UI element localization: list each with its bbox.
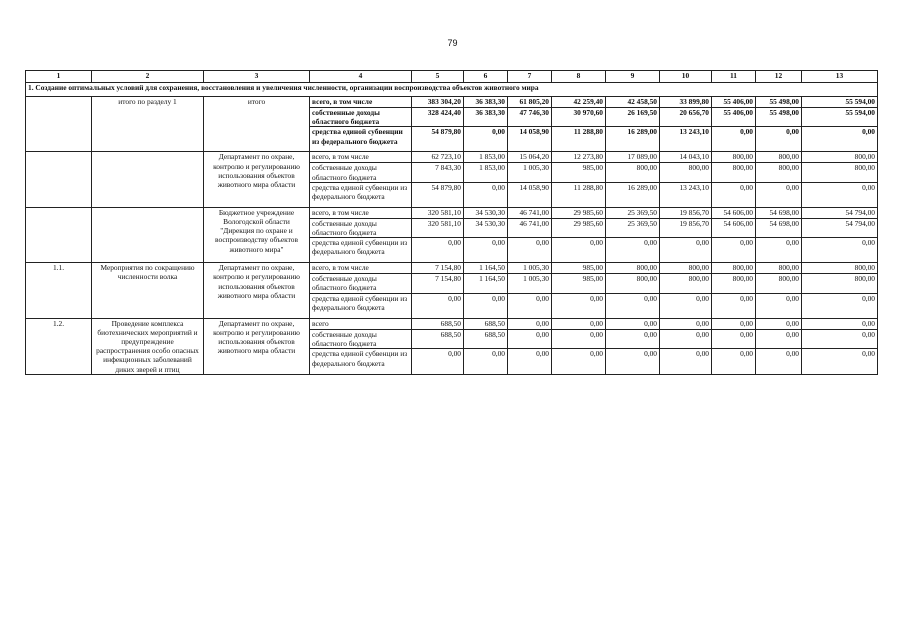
amount-cell: 46 741,00 xyxy=(508,207,552,218)
amount-cell: 800,00 xyxy=(712,274,756,293)
amount-cell: 0,00 xyxy=(712,293,756,318)
funding-source-cell: собственные доходы областного бюджета xyxy=(310,274,412,293)
amount-cell: 0,00 xyxy=(712,238,756,263)
amount-cell: 11 288,80 xyxy=(552,127,606,152)
amount-cell: 0,00 xyxy=(552,293,606,318)
amount-cell: 0,00 xyxy=(802,293,878,318)
amount-cell: 800,00 xyxy=(802,274,878,293)
amount-cell: 55 406,00 xyxy=(712,108,756,127)
amount-cell: 0,00 xyxy=(712,182,756,207)
funding-source-cell: собственные доходы областного бюджета xyxy=(310,163,412,182)
amount-cell: 0,00 xyxy=(802,182,878,207)
amount-cell: 34 530,30 xyxy=(464,218,508,237)
amount-cell: 0,00 xyxy=(508,238,552,263)
amount-cell: 0,00 xyxy=(802,349,878,374)
amount-cell: 0,00 xyxy=(756,349,802,374)
amount-cell: 0,00 xyxy=(412,238,464,263)
amount-cell: 0,00 xyxy=(606,349,660,374)
amount-cell: 1 853,00 xyxy=(464,163,508,182)
event-name-cell: Проведение комплекса биотехнических мероприятий и предупреждение распространения особо опасных инфекционных заболеваний диких зверей и птиц xyxy=(92,318,204,374)
amount-cell: 0,00 xyxy=(756,329,802,349)
amount-cell: 0,00 xyxy=(660,293,712,318)
funding-source-cell: всего, в том числе xyxy=(310,263,412,274)
amount-cell: 12 273,80 xyxy=(552,152,606,163)
budget-table xyxy=(25,70,878,375)
event-name-cell xyxy=(92,152,204,207)
amount-cell: 42 458,50 xyxy=(606,97,660,108)
amount-cell: 0,00 xyxy=(606,293,660,318)
executor-cell: Департамент по охране, контролю и регулированию использования объектов животного мира области xyxy=(204,318,310,374)
funding-source-cell: средства единой субвенции из федерального бюджета xyxy=(310,182,412,207)
row-number-cell xyxy=(26,152,92,207)
funding-source-cell: средства единой субвенции из федерального бюджета xyxy=(310,349,412,374)
amount-cell: 7 843,30 xyxy=(412,163,464,182)
amount-cell: 19 856,70 xyxy=(660,218,712,237)
amount-cell: 62 723,10 xyxy=(412,152,464,163)
amount-cell: 0,00 xyxy=(606,318,660,329)
amount-cell: 0,00 xyxy=(508,349,552,374)
table-row xyxy=(26,97,878,108)
amount-cell: 54 606,00 xyxy=(712,218,756,237)
event-name-cell: итого по разделу 1 xyxy=(92,97,204,152)
amount-cell: 0,00 xyxy=(660,318,712,329)
amount-cell: 15 064,20 xyxy=(508,152,552,163)
amount-cell: 383 304,20 xyxy=(412,97,464,108)
amount-cell: 54 879,80 xyxy=(412,127,464,152)
amount-cell: 800,00 xyxy=(712,163,756,182)
amount-cell: 29 985,60 xyxy=(552,207,606,218)
amount-cell: 42 259,40 xyxy=(552,97,606,108)
amount-cell: 0,00 xyxy=(464,182,508,207)
amount-cell: 16 289,00 xyxy=(606,127,660,152)
amount-cell: 1 164,50 xyxy=(464,263,508,274)
table-row xyxy=(26,152,878,163)
amount-cell: 1 005,30 xyxy=(508,263,552,274)
event-name-cell: Мероприятия по сокращению численности волка xyxy=(92,263,204,318)
amount-cell: 0,00 xyxy=(552,238,606,263)
column-number: 12 xyxy=(756,71,802,83)
amount-cell: 36 383,30 xyxy=(464,108,508,127)
amount-cell: 14 043,10 xyxy=(660,152,712,163)
amount-cell: 29 985,60 xyxy=(552,218,606,237)
column-number: 5 xyxy=(412,71,464,83)
amount-cell: 36 383,30 xyxy=(464,97,508,108)
amount-cell: 800,00 xyxy=(712,263,756,274)
amount-cell: 13 243,10 xyxy=(660,127,712,152)
amount-cell: 1 005,30 xyxy=(508,163,552,182)
amount-cell: 0,00 xyxy=(712,127,756,152)
amount-cell: 20 656,70 xyxy=(660,108,712,127)
column-number: 8 xyxy=(552,71,606,83)
amount-cell: 0,00 xyxy=(756,293,802,318)
amount-cell: 985,00 xyxy=(552,163,606,182)
amount-cell: 0,00 xyxy=(802,329,878,349)
amount-cell: 800,00 xyxy=(802,152,878,163)
amount-cell: 328 424,40 xyxy=(412,108,464,127)
amount-cell: 0,00 xyxy=(508,293,552,318)
amount-cell: 800,00 xyxy=(606,163,660,182)
amount-cell: 54 606,00 xyxy=(712,207,756,218)
funding-source-cell: средства единой субвенции из федерального бюджета xyxy=(310,127,412,152)
amount-cell: 0,00 xyxy=(756,127,802,152)
amount-cell: 0,00 xyxy=(712,349,756,374)
column-number: 11 xyxy=(712,71,756,83)
amount-cell: 0,00 xyxy=(552,349,606,374)
amount-cell: 800,00 xyxy=(756,152,802,163)
funding-source-cell: собственные доходы областного бюджета xyxy=(310,218,412,237)
amount-cell: 0,00 xyxy=(660,349,712,374)
funding-source-cell: собственные доходы областного бюджета xyxy=(310,329,412,349)
amount-cell: 1 164,50 xyxy=(464,274,508,293)
column-number: 3 xyxy=(204,71,310,83)
amount-cell: 0,00 xyxy=(552,329,606,349)
amount-cell: 0,00 xyxy=(508,318,552,329)
row-number-cell: 1.1. xyxy=(26,263,92,318)
amount-cell: 55 498,00 xyxy=(756,97,802,108)
table-row xyxy=(26,263,878,274)
amount-cell: 0,00 xyxy=(660,238,712,263)
funding-source-cell: средства единой субвенции из федерального бюджета xyxy=(310,293,412,318)
amount-cell: 46 741,00 xyxy=(508,218,552,237)
amount-cell: 7 154,80 xyxy=(412,274,464,293)
amount-cell: 54 698,00 xyxy=(756,207,802,218)
amount-cell: 54 794,00 xyxy=(802,218,878,237)
amount-cell: 0,00 xyxy=(802,238,878,263)
section-title-row xyxy=(26,83,878,97)
amount-cell: 55 406,00 xyxy=(712,97,756,108)
amount-cell: 0,00 xyxy=(606,238,660,263)
column-number: 6 xyxy=(464,71,508,83)
amount-cell: 0,00 xyxy=(802,318,878,329)
amount-cell: 688,50 xyxy=(464,329,508,349)
amount-cell: 7 154,80 xyxy=(412,263,464,274)
funding-source-cell: всего, в том числе xyxy=(310,207,412,218)
table-row xyxy=(26,318,878,329)
amount-cell: 800,00 xyxy=(660,263,712,274)
funding-source-cell: всего, в том числе xyxy=(310,97,412,108)
amount-cell: 320 581,10 xyxy=(412,218,464,237)
amount-cell: 0,00 xyxy=(802,127,878,152)
amount-cell: 55 594,00 xyxy=(802,97,878,108)
column-number: 13 xyxy=(802,71,878,83)
amount-cell: 47 746,30 xyxy=(508,108,552,127)
amount-cell: 54 794,00 xyxy=(802,207,878,218)
amount-cell: 800,00 xyxy=(712,152,756,163)
amount-cell: 688,50 xyxy=(412,318,464,329)
amount-cell: 688,50 xyxy=(464,318,508,329)
amount-cell: 13 243,10 xyxy=(660,182,712,207)
row-number-cell: 1.2. xyxy=(26,318,92,374)
amount-cell: 54 879,80 xyxy=(412,182,464,207)
row-number-cell xyxy=(26,207,92,262)
amount-cell: 688,50 xyxy=(412,329,464,349)
amount-cell: 33 899,80 xyxy=(660,97,712,108)
column-number: 1 xyxy=(26,71,92,83)
funding-source-cell: всего xyxy=(310,318,412,329)
amount-cell: 0,00 xyxy=(552,318,606,329)
amount-cell: 800,00 xyxy=(660,274,712,293)
column-number-row xyxy=(26,71,878,83)
amount-cell: 55 594,00 xyxy=(802,108,878,127)
row-number-cell xyxy=(26,97,92,152)
amount-cell: 0,00 xyxy=(606,329,660,349)
executor-cell: Бюджетное учреждение Вологодской области "Дирекция по охране и воспроизводству объектов животного мира" xyxy=(204,207,310,262)
amount-cell: 0,00 xyxy=(464,127,508,152)
amount-cell: 19 856,70 xyxy=(660,207,712,218)
funding-source-cell: средства единой субвенции из федерального бюджета xyxy=(310,238,412,263)
amount-cell: 0,00 xyxy=(508,329,552,349)
column-number: 2 xyxy=(92,71,204,83)
amount-cell: 0,00 xyxy=(464,349,508,374)
column-number: 7 xyxy=(508,71,552,83)
amount-cell: 320 581,10 xyxy=(412,207,464,218)
amount-cell: 800,00 xyxy=(756,163,802,182)
amount-cell: 800,00 xyxy=(660,163,712,182)
page-number: 79 xyxy=(447,38,458,48)
amount-cell: 0,00 xyxy=(712,318,756,329)
amount-cell: 26 169,50 xyxy=(606,108,660,127)
amount-cell: 11 288,80 xyxy=(552,182,606,207)
amount-cell: 0,00 xyxy=(464,238,508,263)
section-title: 1. Создание оптимальных условий для сохранения, восстановления и увеличения численности, организации воспроизводства объектов животного мира xyxy=(26,83,878,97)
amount-cell: 17 089,00 xyxy=(606,152,660,163)
amount-cell: 0,00 xyxy=(412,293,464,318)
amount-cell: 0,00 xyxy=(756,238,802,263)
amount-cell: 0,00 xyxy=(712,329,756,349)
amount-cell: 54 698,00 xyxy=(756,218,802,237)
amount-cell: 25 369,50 xyxy=(606,218,660,237)
amount-cell: 14 058,90 xyxy=(508,127,552,152)
amount-cell: 985,00 xyxy=(552,274,606,293)
amount-cell: 800,00 xyxy=(756,263,802,274)
column-number: 9 xyxy=(606,71,660,83)
amount-cell: 34 530,30 xyxy=(464,207,508,218)
amount-cell: 16 289,00 xyxy=(606,182,660,207)
amount-cell: 25 369,50 xyxy=(606,207,660,218)
amount-cell: 800,00 xyxy=(802,163,878,182)
budget-table-body xyxy=(26,71,878,375)
executor-cell: итого xyxy=(204,97,310,152)
funding-source-cell: собственные доходы областного бюджета xyxy=(310,108,412,127)
executor-cell: Департамент по охране, контролю и регулированию использования объектов животного мира области xyxy=(204,263,310,318)
amount-cell: 0,00 xyxy=(412,349,464,374)
executor-cell: Департамент по охране, контролю и регулированию использования объектов животного мира области xyxy=(204,152,310,207)
amount-cell: 800,00 xyxy=(606,263,660,274)
table-row xyxy=(26,207,878,218)
column-number: 4 xyxy=(310,71,412,83)
amount-cell: 800,00 xyxy=(802,263,878,274)
amount-cell: 0,00 xyxy=(660,329,712,349)
amount-cell: 800,00 xyxy=(606,274,660,293)
amount-cell: 800,00 xyxy=(756,274,802,293)
amount-cell: 985,00 xyxy=(552,263,606,274)
amount-cell: 55 498,00 xyxy=(756,108,802,127)
amount-cell: 30 970,60 xyxy=(552,108,606,127)
column-number: 10 xyxy=(660,71,712,83)
event-name-cell xyxy=(92,207,204,262)
amount-cell: 14 058,90 xyxy=(508,182,552,207)
amount-cell: 1 005,30 xyxy=(508,274,552,293)
funding-source-cell: всего, в том числе xyxy=(310,152,412,163)
amount-cell: 0,00 xyxy=(756,318,802,329)
amount-cell: 61 805,20 xyxy=(508,97,552,108)
amount-cell: 1 853,00 xyxy=(464,152,508,163)
amount-cell: 0,00 xyxy=(756,182,802,207)
amount-cell: 0,00 xyxy=(464,293,508,318)
